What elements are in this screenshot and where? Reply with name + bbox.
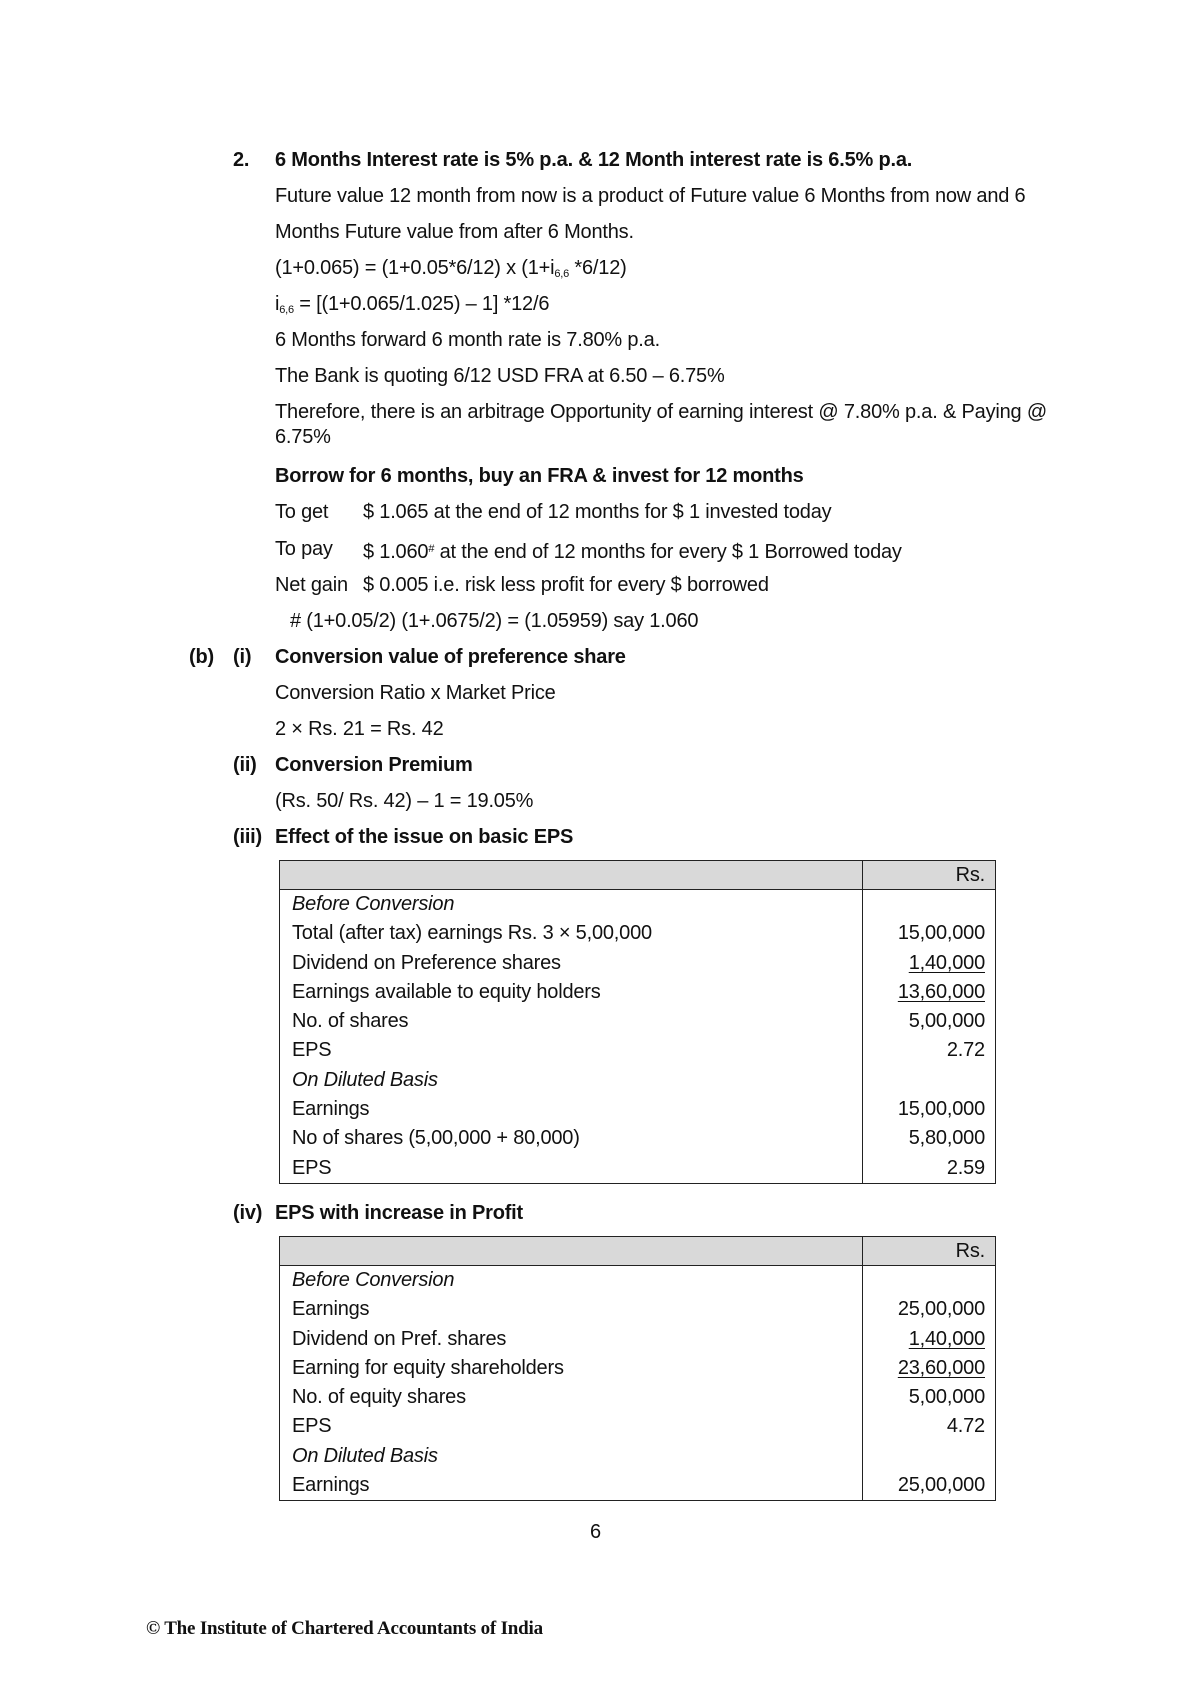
amount-cell: 1,40,000 bbox=[908, 1327, 985, 1350]
to-pay-text: $ 1.060# at the end of 12 months for every $ 1 Borrowed today bbox=[363, 541, 902, 563]
amount-cell: 5,00,000 bbox=[908, 1386, 985, 1409]
part-b-label: (b) bbox=[189, 646, 214, 668]
arbitrage-paragraph: Therefore, there is an arbitrage Opportunity of earning interest @ 7.80% p.a. & Paying @ 6.75% bbox=[275, 401, 1047, 448]
table-header-cell bbox=[280, 861, 863, 890]
formula-forward-equation: (1+0.065) = (1+0.05*6/12) x ($1+i_{6,6}$ *6/12) bbox=[275, 257, 627, 280]
table-row: Earnings bbox=[292, 1098, 370, 1121]
paragraph-line: Future value 12 month from now is a product of Future value 6 Months from now and 6 bbox=[275, 185, 1026, 207]
table-row: No. of shares bbox=[292, 1010, 409, 1033]
fra-quote: The Bank is quoting 6/12 USD FRA at 6.50 – 6.75% bbox=[275, 365, 725, 387]
section-number: 2. bbox=[233, 149, 250, 171]
to-get-text: $ 1.065 at the end of 12 months for $ 1 invested today bbox=[363, 501, 832, 523]
copyright-footer: © The Institute of Chartered Accountants of India bbox=[146, 1618, 543, 1639]
footnote: # (1+0.05/2) (1+.0675/2) = (1.05959) say 1.060 bbox=[290, 610, 699, 632]
amount-cell: 15,00,000 bbox=[897, 922, 985, 945]
amount-cell: 5,00,000 bbox=[908, 1010, 985, 1033]
part-ii-line: (Rs. 50/ Rs. 42) – 1 = 19.05% bbox=[275, 790, 534, 812]
table-row: EPS bbox=[292, 1415, 332, 1438]
page-number: 6 bbox=[590, 1521, 601, 1543]
table-row: Total (after tax) earnings Rs. 3 × 5,00,000 bbox=[292, 922, 652, 945]
net-gain-label: Net gain bbox=[275, 574, 348, 596]
table-header-cell bbox=[280, 1237, 863, 1266]
part-ii-heading: Conversion Premium bbox=[275, 754, 473, 776]
table-row: Earnings bbox=[292, 1298, 370, 1321]
table-header-cell bbox=[863, 861, 996, 890]
amount-cell: 25,00,000 bbox=[897, 1298, 985, 1321]
amount-cell: 13,60,000 bbox=[897, 980, 985, 1003]
table-body-row bbox=[280, 1266, 996, 1501]
table-row: Before Conversion bbox=[292, 893, 455, 915]
amount-cell: 2.59 bbox=[946, 1156, 985, 1179]
table-row: Dividend on Pref. shares bbox=[292, 1327, 507, 1350]
basic-eps-table bbox=[279, 860, 996, 1184]
table-row: EPS bbox=[292, 1156, 332, 1179]
paragraph-line: Months Future value from after 6 Months. bbox=[275, 221, 634, 243]
increased-profit-eps-table bbox=[279, 1236, 996, 1501]
part-iv-heading: EPS with increase in Profit bbox=[275, 1202, 523, 1224]
part-i-line: 2 × Rs. 21 = Rs. 42 bbox=[275, 718, 444, 740]
amount-cell bbox=[863, 1266, 985, 1295]
table-row: Earnings bbox=[292, 1474, 370, 1497]
to-pay-label: To pay bbox=[275, 538, 333, 560]
table-row: On Diluted Basis bbox=[292, 1068, 438, 1091]
part-iii-heading: Effect of the issue on basic EPS bbox=[275, 826, 574, 848]
table-row: No of shares (5,00,000 + 80,000) bbox=[292, 1127, 580, 1150]
formula-forward-rate: $i_{6,6} = [(1+0.065/1.025) - 1]$ *12/6 bbox=[275, 293, 550, 316]
table-row: EPS bbox=[292, 1039, 332, 1062]
table-header-cell bbox=[863, 1237, 996, 1266]
description-column bbox=[280, 890, 863, 1184]
table-row: Before Conversion bbox=[292, 1269, 455, 1291]
amount-cell: 23,60,000 bbox=[897, 1356, 985, 1379]
table-row: On Diluted Basis bbox=[292, 1444, 438, 1467]
amount-cell bbox=[863, 1442, 985, 1471]
amount-column bbox=[863, 890, 996, 1184]
table-header-row bbox=[280, 1237, 996, 1266]
part-iv-label: (iv) bbox=[233, 1202, 263, 1224]
table-row: Earning for equity shareholders bbox=[292, 1356, 564, 1379]
amount-cell: 2.72 bbox=[946, 1039, 985, 1062]
currency-label: Rs. bbox=[955, 864, 985, 886]
amount-cell bbox=[863, 1066, 985, 1095]
part-i-label: (i) bbox=[233, 646, 252, 668]
currency-label: Rs. bbox=[955, 1240, 985, 1262]
part-iii-label: (iii) bbox=[233, 826, 262, 848]
description-column bbox=[280, 1266, 863, 1501]
net-gain-text: $ 0.005 i.e. risk less profit for every $ borrowed bbox=[363, 574, 769, 596]
amount-cell bbox=[863, 890, 985, 919]
table-row: Dividend on Preference shares bbox=[292, 951, 561, 974]
part-ii-label: (ii) bbox=[233, 754, 257, 776]
table-row: No. of equity shares bbox=[292, 1386, 466, 1409]
table-body-row bbox=[280, 890, 996, 1184]
amount-cell: 15,00,000 bbox=[897, 1098, 985, 1121]
amount-column bbox=[863, 1266, 996, 1501]
section-heading: 6 Months Interest rate is 5% p.a. & 12 Month interest rate is 6.5% p.a. bbox=[275, 149, 913, 171]
table-header-row bbox=[280, 861, 996, 890]
strategy-heading: Borrow for 6 months, buy an FRA & invest for 12 months bbox=[275, 465, 804, 487]
amount-cell: 4.72 bbox=[946, 1415, 985, 1438]
part-i-line: Conversion Ratio x Market Price bbox=[275, 682, 556, 704]
part-i-heading: Conversion value of preference share bbox=[275, 646, 626, 668]
forward-rate-result: 6 Months forward 6 month rate is 7.80% p.a. bbox=[275, 329, 660, 351]
table-row: Earnings available to equity holders bbox=[292, 980, 601, 1003]
amount-cell: 5,80,000 bbox=[908, 1127, 985, 1150]
amount-cell: 1,40,000 bbox=[908, 951, 985, 974]
to-get-label: To get bbox=[275, 501, 329, 523]
amount-cell: 25,00,000 bbox=[897, 1474, 985, 1497]
